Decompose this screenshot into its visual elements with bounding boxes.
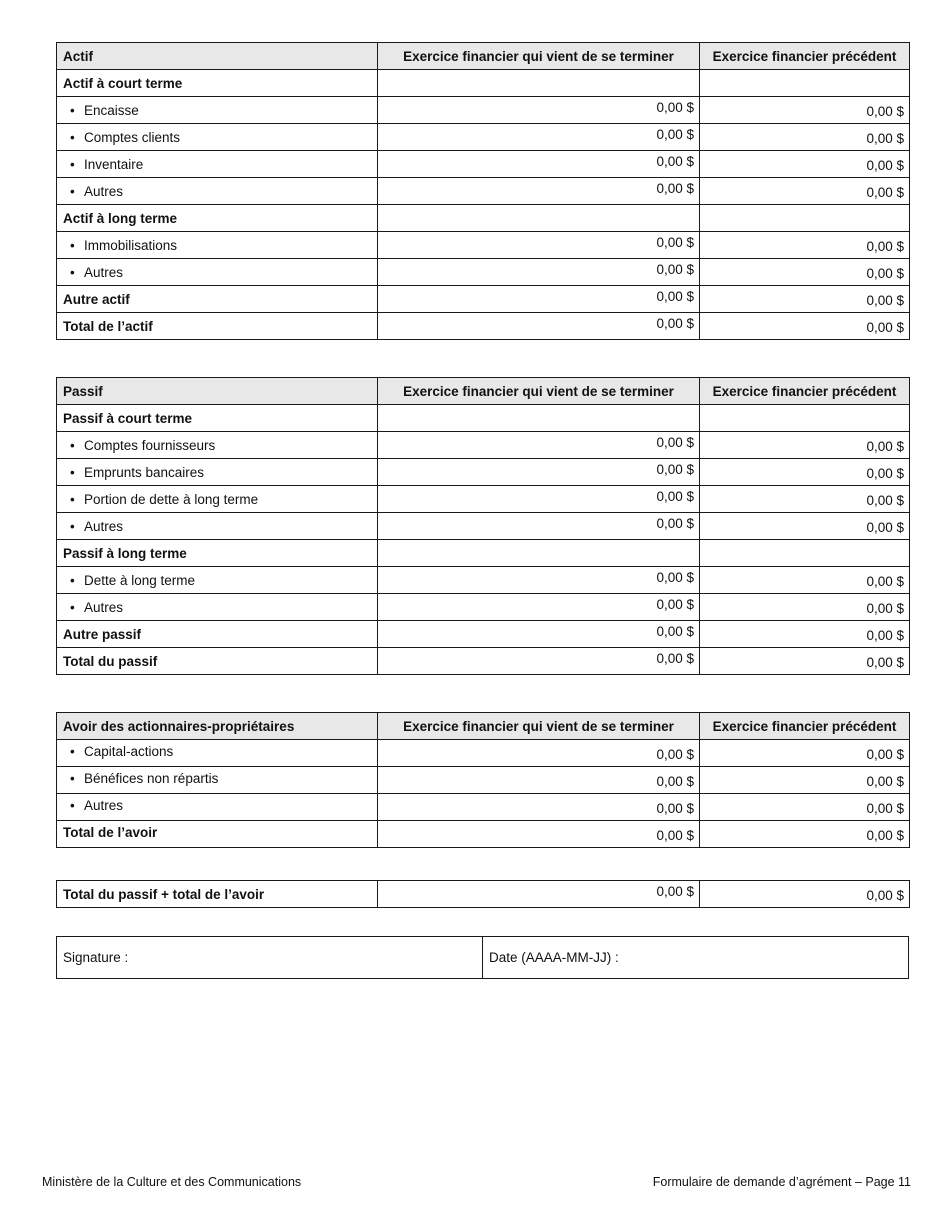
row-label: Autre passif <box>57 621 378 648</box>
bullet-icon: • <box>70 129 75 145</box>
section-row <box>57 540 910 567</box>
autre-actif-previous-field[interactable]: 0,00 $ <box>700 286 910 313</box>
benefices-current-field[interactable]: 0,00 $ <box>378 767 700 794</box>
avoir-autres-previous-field[interactable]: 0,00 $ <box>700 794 910 821</box>
table-row <box>57 740 910 767</box>
actif-title: Actif <box>57 43 378 70</box>
table-row <box>57 97 910 124</box>
signature-table <box>56 936 909 979</box>
row-label: Portion de dette à long terme <box>84 491 259 507</box>
bullet-icon: • <box>70 744 75 759</box>
date-field[interactable] <box>483 937 909 979</box>
row-label: Dette à long terme <box>84 572 196 588</box>
bullet-icon: • <box>70 264 75 280</box>
autre-passif-current-field[interactable]: 0,00 $ <box>378 621 700 648</box>
portion-dette-current-field[interactable]: 0,00 $ <box>378 486 700 513</box>
empty-cell <box>378 540 700 567</box>
row-label: Immobilisations <box>84 237 178 253</box>
table-row <box>57 621 910 648</box>
row-label: Capital-actions <box>84 744 174 759</box>
empty-cell <box>700 540 910 567</box>
empty-cell <box>700 70 910 97</box>
passif-table <box>56 377 910 675</box>
row-label: Autres <box>84 264 124 280</box>
table-row <box>57 151 910 178</box>
autre-passif-previous-field[interactable]: 0,00 $ <box>700 621 910 648</box>
portion-dette-previous-field[interactable]: 0,00 $ <box>700 486 910 513</box>
empty-cell <box>378 205 700 232</box>
actif-autres-lt-current-field[interactable]: 0,00 $ <box>378 259 700 286</box>
total-actif-previous-field[interactable]: 0,00 $ <box>700 313 910 340</box>
total-row <box>57 648 910 675</box>
row-label: Autre actif <box>57 286 378 313</box>
immobilisations-previous-field[interactable]: 0,00 $ <box>700 232 910 259</box>
fournisseurs-current-field[interactable]: 0,00 $ <box>378 432 700 459</box>
col-previous-header: Exercice financier précédent <box>700 378 910 405</box>
passif-autres-ct-previous-field[interactable]: 0,00 $ <box>700 513 910 540</box>
emprunts-previous-field[interactable]: 0,00 $ <box>700 459 910 486</box>
actif-autres-ct-current-field[interactable]: 0,00 $ <box>378 178 700 205</box>
actif-table <box>56 42 910 340</box>
bullet-icon: • <box>70 491 75 507</box>
bullet-icon: • <box>70 237 75 253</box>
actif-autres-ct-previous-field[interactable]: 0,00 $ <box>700 178 910 205</box>
total-passif-previous-field[interactable]: 0,00 $ <box>700 648 910 675</box>
col-current-header: Exercice financier qui vient de se terminer <box>378 713 700 740</box>
empty-cell <box>378 70 700 97</box>
bullet-icon: • <box>70 437 75 453</box>
row-label: Encaisse <box>84 102 139 118</box>
table-row <box>57 259 910 286</box>
table-row <box>57 794 910 821</box>
empty-cell <box>700 405 910 432</box>
table-row <box>57 567 910 594</box>
total-row <box>57 313 910 340</box>
table-row <box>57 232 910 259</box>
grand-total-current-field[interactable]: 0,00 $ <box>378 881 700 908</box>
immobilisations-current-field[interactable]: 0,00 $ <box>378 232 700 259</box>
bullet-icon: • <box>70 183 75 199</box>
date-label: Date (AAAA-MM-JJ) : <box>489 950 619 965</box>
actif-long-term-label: Actif à long terme <box>57 205 378 232</box>
bullet-icon: • <box>70 518 75 534</box>
table-row <box>57 486 910 513</box>
total-row <box>57 821 910 848</box>
row-label: Comptes fournisseurs <box>84 437 216 453</box>
fournisseurs-previous-field[interactable]: 0,00 $ <box>700 432 910 459</box>
passif-autres-lt-previous-field[interactable]: 0,00 $ <box>700 594 910 621</box>
total-avoir-previous-field[interactable]: 0,00 $ <box>700 821 910 848</box>
passif-autres-lt-current-field[interactable]: 0,00 $ <box>378 594 700 621</box>
row-label: Total du passif <box>57 648 378 675</box>
avoir-header-row <box>57 713 910 740</box>
row-label: Total de l’avoir <box>57 821 378 848</box>
dette-lt-previous-field[interactable]: 0,00 $ <box>700 567 910 594</box>
grand-total-row <box>57 881 910 908</box>
row-label: Comptes clients <box>84 129 181 145</box>
table-row <box>57 767 910 794</box>
row-label: Total du passif + total de l’avoir <box>57 881 378 908</box>
table-row <box>57 286 910 313</box>
table-row <box>57 432 910 459</box>
table-row <box>57 594 910 621</box>
col-previous-header: Exercice financier précédent <box>700 43 910 70</box>
table-row <box>57 513 910 540</box>
section-row <box>57 205 910 232</box>
avoir-autres-current-field[interactable]: 0,00 $ <box>378 794 700 821</box>
clients-previous-field[interactable]: 0,00 $ <box>700 124 910 151</box>
footer-page-info: Formulaire de demande d’agrément – Page 11 <box>652 1175 911 1189</box>
footer-ministry: Ministère de la Culture et des Communications <box>42 1175 302 1189</box>
inventaire-current-field[interactable]: 0,00 $ <box>378 151 700 178</box>
total-avoir-current-field[interactable]: 0,00 $ <box>378 821 700 848</box>
passif-short-term-label: Passif à court terme <box>57 405 378 432</box>
row-label: Total de l’actif <box>57 313 378 340</box>
avoir-table <box>56 712 910 848</box>
passif-title: Passif <box>57 378 378 405</box>
row-label: Autres <box>84 183 124 199</box>
benefices-previous-field[interactable]: 0,00 $ <box>700 767 910 794</box>
row-label: Bénéfices non répartis <box>84 771 219 786</box>
bullet-icon: • <box>70 464 75 480</box>
capital-previous-field[interactable]: 0,00 $ <box>700 740 910 767</box>
passif-autres-ct-current-field[interactable]: 0,00 $ <box>378 513 700 540</box>
grand-total-table <box>56 880 910 908</box>
bullet-icon: • <box>70 156 75 172</box>
row-label: Autres <box>84 798 124 813</box>
signature-field[interactable] <box>57 937 483 979</box>
signature-label: Signature : <box>63 950 129 965</box>
actif-short-term-label: Actif à court terme <box>57 70 378 97</box>
empty-cell <box>378 405 700 432</box>
table-row <box>57 178 910 205</box>
total-actif-current-field[interactable]: 0,00 $ <box>378 313 700 340</box>
row-label: Autres <box>84 599 124 615</box>
bullet-icon: • <box>70 102 75 118</box>
grand-total-previous-field[interactable]: 0,00 $ <box>700 881 910 908</box>
bullet-icon: • <box>70 771 75 786</box>
table-row <box>57 124 910 151</box>
total-passif-current-field[interactable]: 0,00 $ <box>378 648 700 675</box>
emprunts-current-field[interactable]: 0,00 $ <box>378 459 700 486</box>
encaisse-current-field[interactable]: 0,00 $ <box>378 97 700 124</box>
section-row <box>57 405 910 432</box>
bullet-icon: • <box>70 572 75 588</box>
row-label: Autres <box>84 518 124 534</box>
empty-cell <box>700 205 910 232</box>
encaisse-previous-field[interactable]: 0,00 $ <box>700 97 910 124</box>
bullet-icon: • <box>70 599 75 615</box>
actif-header-row <box>57 43 910 70</box>
col-previous-header: Exercice financier précédent <box>700 713 910 740</box>
col-current-header: Exercice financier qui vient de se terminer <box>378 43 700 70</box>
actif-autres-lt-previous-field[interactable]: 0,00 $ <box>700 259 910 286</box>
section-row <box>57 70 910 97</box>
autre-actif-current-field[interactable]: 0,00 $ <box>378 286 700 313</box>
row-label: Inventaire <box>84 156 144 172</box>
passif-header-row <box>57 378 910 405</box>
col-current-header: Exercice financier qui vient de se terminer <box>378 378 700 405</box>
passif-long-term-label: Passif à long terme <box>57 540 378 567</box>
row-label: Emprunts bancaires <box>84 464 205 480</box>
avoir-title: Avoir des actionnaires-propriétaires <box>57 713 378 740</box>
dette-lt-current-field[interactable]: 0,00 $ <box>378 567 700 594</box>
table-row <box>57 459 910 486</box>
clients-current-field[interactable]: 0,00 $ <box>378 124 700 151</box>
capital-current-field[interactable]: 0,00 $ <box>378 740 700 767</box>
bullet-icon: • <box>70 798 75 813</box>
inventaire-previous-field[interactable]: 0,00 $ <box>700 151 910 178</box>
